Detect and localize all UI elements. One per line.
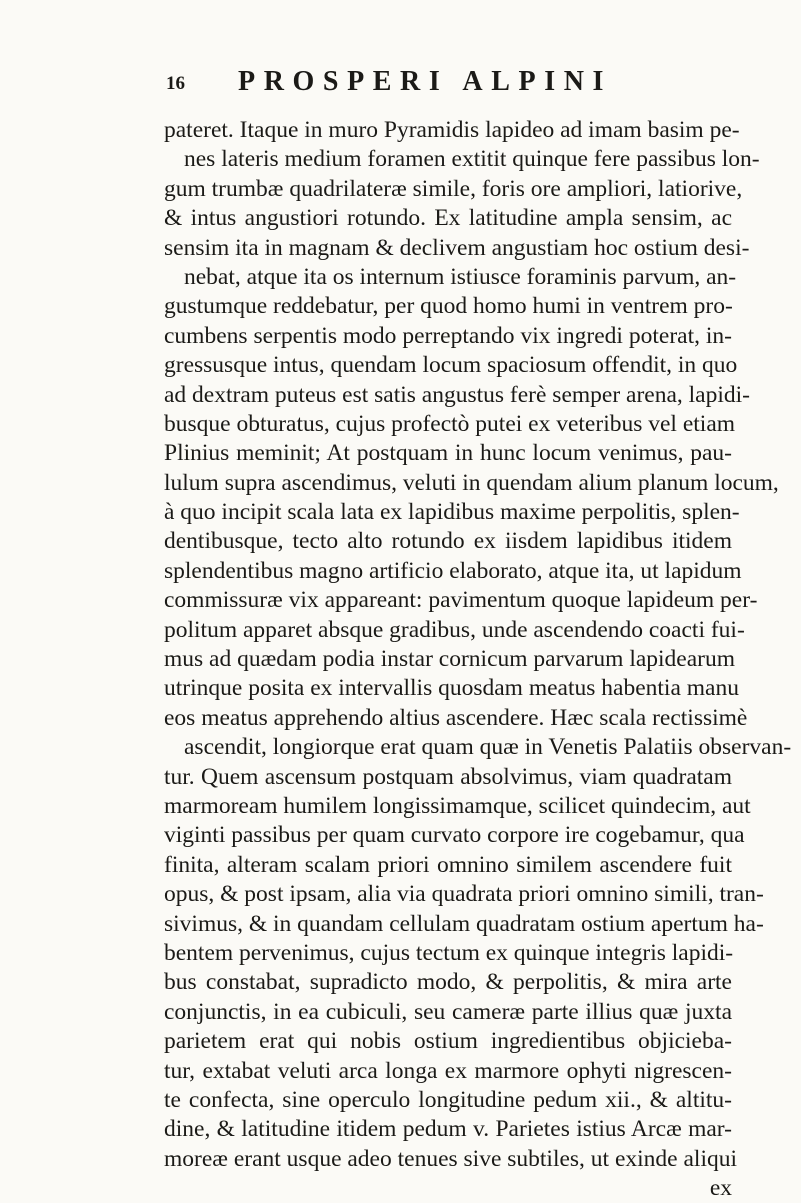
text-line: dentibusque, tecto alto rotundo ex iisdem lapidibus itidem [164, 528, 732, 555]
page-number: 16 [166, 73, 185, 94]
text-line: nebat, atque ita os internum istiusce foraminis parvum, an- [184, 263, 737, 290]
text-line: sensim ita in magnam & declivem angustiam hoc ostium desi- [164, 234, 750, 261]
text-line: politum apparet absque gradibus, unde ascendendo coacti fui- [164, 616, 745, 643]
text-line: tur, extabat veluti arca longa ex marmore ophyti nigrescen- [164, 1057, 732, 1084]
text-line: viginti passibus per quam curvato corpore ire cogebamur, qua [164, 822, 745, 849]
text-line: mus ad quædam podia instar cornicum parvarum lapidearum [164, 646, 736, 673]
text-line: bentem pervenimus, cujus tectum ex quinque integris lapidi- [164, 939, 734, 966]
running-title: PROSPERI ALPINI [238, 66, 613, 97]
running-head [0, 64, 801, 104]
text-line: nes lateris medium foramen extitit quinque fere passibus lon- [184, 146, 760, 173]
text-line: gum trumbæ quadrilateræ simile, foris ore ampliori, latiorive, [164, 175, 743, 202]
catchword: ex [709, 1175, 732, 1202]
text-line: lulum supra ascendimus, veluti in quendam alium planum locum, [164, 469, 779, 496]
text-line: splendentibus magno artificio elaborato, atque ita, ut lapidum [164, 557, 742, 584]
text-line: Plinius meminit; At postquam in hunc locum venimus, pau- [164, 440, 732, 467]
text-line: bus constabat, supradicto modo, & perpolitis, & mira arte [164, 969, 732, 996]
text-line: gressusque intus, quendam locum spaciosum offendit, in quo [164, 352, 738, 379]
text-line: dine, & latitudine itidem pedum v. Parietes istius Arcæ mar- [164, 1116, 732, 1143]
text-line: finita, alteram scalam priori omnino similem ascendere fuit [164, 851, 732, 878]
text-line: utrinque posita ex intervallis quosdam meatus habentia manu [164, 675, 739, 702]
text-line: busque obturatus, cujus profectò putei ex veteribus vel etiam [164, 410, 736, 437]
text-line: gustumque reddebatur, per quod homo humi in ventrem pro- [164, 293, 733, 320]
text-line: conjunctis, in ea cubiculi, seu cameræ parte illius quæ juxta [164, 998, 732, 1025]
text-line: ad dextram puteus est satis angustus ferè semper arena, lapidi- [164, 381, 750, 408]
text-line: ascendit, longiorque erat quam quæ in Venetis Palatiis observan- [184, 734, 792, 761]
text-line: commissuræ vix appareant: pavimentum quoque lapideum per- [164, 587, 758, 614]
text-line: moreæ erant usque adeo tenues sive subtiles, ut exinde aliqui [164, 1145, 737, 1172]
text-line: & intus angustiori rotundo. Ex latitudine ampla sensim, ac [164, 205, 732, 232]
text-line: sivimus, & in quandam cellulam quadratam ostium apertum ha- [164, 910, 764, 937]
text-line: à quo incipit scala lata ex lapidibus maxime perpolitis, splen- [164, 499, 740, 526]
text-line: te confecta, sine operculo longitudine pedum xii., & altitu- [164, 1086, 732, 1113]
text-line: pateret. Itaque in muro Pyramidis lapideo ad imam basim pe- [164, 117, 740, 143]
text-line: cumbens serpentis modo perreptando vix ingredi poterat, in- [164, 322, 732, 349]
text-line: eos meatus apprehendo altius ascendere. Hæc scala rectissimè [164, 704, 748, 731]
text-line: opus, & post ipsam, alia via quadrata priori omnino simili, tran- [164, 881, 764, 908]
text-line: marmoream humilem longissimamque, scilicet quindecim, aut [164, 792, 751, 819]
text-line: tur. Quem ascensum postquam absolvimus, viam quadratam [164, 763, 732, 790]
body-text [164, 116, 792, 1203]
text-line: parietem erat qui nobis ostium ingredientibus objicieba- [164, 1028, 732, 1055]
